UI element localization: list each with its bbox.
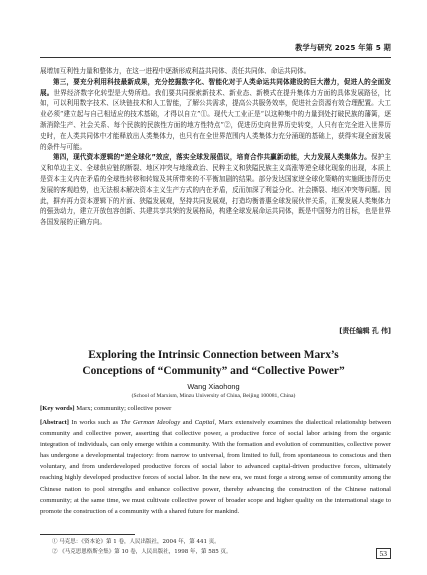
title-line-1: Exploring the Intrinsic Connection between Marx’s: [88, 349, 339, 361]
paragraph-lead: 第三，要充分利用科技最新成果，充分挖掘数字化、智能化对于人类命运共同体建设的巨大潜力，促进人的全面发展。: [40, 77, 391, 97]
abstract: [40, 417, 391, 517]
body-paragraph: 展增加互利性力量和整体力，在这一进程中逐渐形成利益共同体、责任共同体、命运共同体。: [40, 67, 311, 75]
article-body: [40, 66, 391, 228]
paragraph-text: 世界经济数字化转型是大势所趋。我们要共同探索新技术、新业态、新模式在提升集体力方面的具体发展路径，比如，可以利用数字技术、区块链技术和人工智能，了解公共需求，提高公共服务效率，促进社会资源有效合理配置。大工业必须“建立起与自己相适应的技术基础，才得以自立”①。现代大工业正是“以这种集中的力量到处打破民族的藩篱，逐渐消除生产、社会关系、每个民族的民族性方面的地方性特点”②，促进历史向世界历史转变，人只有在完全进入世界历史时，在人类共同体中才能释放出人类集体力，也只有在全世界范围内人类集体力充分涌现的基础上，获得实现全面发展的条件与可能。: [40, 88, 392, 151]
work-title: Capital: [194, 419, 215, 426]
body-paragraph: [40, 152, 391, 228]
paragraph-lead: 第四，现代资本逻辑的“逆全球化”效应，落实全球发展倡议，培育合作共赢新动能，大力发展人类集体力。: [53, 153, 371, 162]
abstract-text: and: [180, 419, 195, 426]
abstract-text: In works such as: [68, 419, 121, 426]
abstract-text: , Marx extensively examines the dialectical relationship between community and collective power, asserting that collective power, a productive force of social labor arising from the organic integration of individuals, can only emerge within a community. With the formation and evolution of communities, collective power has undergone a developmental trajectory: from narrow to universal, from limited to full, from spontaneous to conscious and then voluntary, and from underdeveloped productive forces of social labor to advanced capital-driven productive forces, ultimately reaching highly developed productive forces of social labor. In the new era, we must forge a strong sense of community among the Chinese nation to pool strengths and enhance collective power, thereby advancing the construction of the Chinese national community; at the same time, we must cultivate collective power of broader scope and higher quality on the international stage to promote the construction of a community with a shared future for mankind.: [40, 419, 391, 515]
footnote: ① 马克思：《资本论》第 1 卷，人民出版社，2004 年，第 441 页。: [52, 539, 220, 545]
author-affiliation: (School of Marxism, Minzu University of China, Beijing 100081, China): [131, 393, 296, 399]
keywords: [40, 404, 391, 414]
english-title: [30, 347, 397, 379]
footnote: ② 《马克思恩格斯全集》第 10 卷，人民出版社，1998 年，第 585 页。: [52, 548, 232, 555]
keywords-label: [Key words]: [40, 405, 75, 412]
footnote-divider: [40, 534, 135, 535]
paragraph-text: 保护主义和单边主义、全球供应链的断裂、地区冲突与地缘政治、民粹主义和狭隘民族主义高涨等逆全球化现象的出现，本质上是资本主义内在矛盾的全球性转移和转嫁及其所带来的不平衡加剧的结果。部分发达国家逆全球化策略的实施既违背历史发展的客观趋势，也无法根本解决资本主义生产方式的内在矛盾，反而加深了利益分化、社会撕裂、地区冲突等问题。因此，摒弃再力资本逻辑下的片面、狭隘发展观，坚持共同发展观，打造均衡普惠全球发展伙伴关系，汇聚发展人类集体力的强劲动力，建立开放包容创新、共建共享共荣的发展格局，构建全球发展命运共同体，既是中国努力的目标，也是世界各国发展的正确方向。: [40, 153, 391, 227]
work-title: The German Ideology: [120, 419, 181, 426]
title-line-2: Conceptions of “Community” and “Collective Power”: [82, 365, 345, 377]
keywords-text: Marx; community; collective power: [74, 405, 172, 412]
abstract-label: [Abstract]: [40, 419, 69, 426]
footnotes: [52, 538, 382, 557]
responsible-editor: [责任编辑 孔 伟]: [339, 327, 391, 335]
journal-name: 教学与研究 2025 年第 5 期: [295, 43, 391, 52]
running-header: [40, 42, 391, 58]
page-number: 53: [376, 548, 392, 559]
body-paragraph: [40, 77, 391, 153]
author-name: Wang Xiaohong: [187, 382, 240, 391]
